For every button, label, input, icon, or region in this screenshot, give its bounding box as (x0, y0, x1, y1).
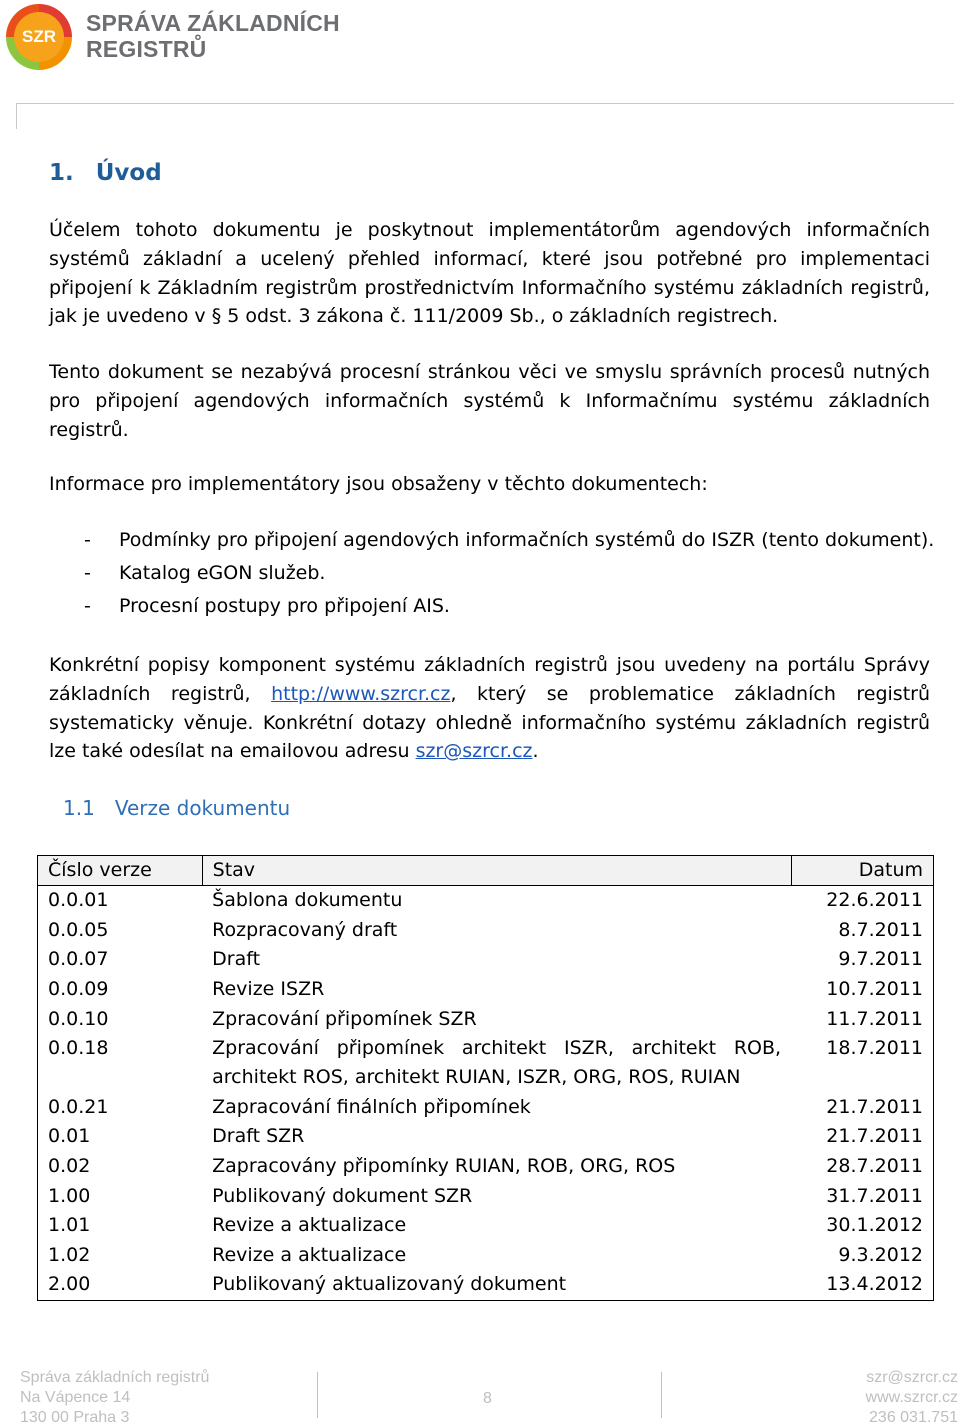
cell-version: 2.00 (48, 1273, 91, 1296)
portal-link[interactable]: http://www.szrcr.cz (271, 682, 451, 705)
paragraph-portal: Konkrétní popisy komponent systému základních registrů jsou uvedeny na portálu Správy základních registrů, http://www.szrcr.cz, který se problematice základních registrů systematicky věnuje. Konkrétní dotazy ohledně informačního systému základních registrů lze také odesílat na emailovou adresu szr@szrcr.cz. (49, 654, 931, 763)
table-row (38, 1270, 934, 1300)
paragraph-info-intro: Informace pro implementátory jsou obsaženy v těchto dokumentech: (49, 473, 708, 495)
cell-date: 18.7.2011 (826, 1037, 923, 1060)
footer-contact: szr@szrcr.cz www.szrcr.cz 236 031.751 (865, 1369, 958, 1426)
cell-date: 21.7.2011 (826, 1095, 923, 1118)
cell-date: 9.7.2011 (838, 948, 923, 971)
table-row (38, 916, 934, 946)
cell-version: 1.01 (48, 1214, 91, 1237)
cell-date: 9.3.2012 (838, 1243, 923, 1266)
header-datum: Datum (791, 856, 933, 886)
cell-status: Zpracování připomínek architekt ISZR, architekt ROB, architekt ROS, architekt RUIAN, ISZR, ORG, ROS, RUIAN (212, 1037, 782, 1089)
cell-date: 30.1.2012 (826, 1214, 923, 1237)
cell-version: 0.02 (48, 1155, 91, 1178)
table-row (38, 886, 934, 916)
table-row (38, 1122, 934, 1152)
cell-version: 0.0.05 (48, 918, 109, 941)
footer-divider (661, 1372, 662, 1418)
section-heading-uvod (49, 158, 162, 188)
cell-status: Draft (212, 948, 261, 971)
paragraph-purpose: Účelem tohoto dokumentu je poskytnout implementátorům agendových informačních systémů základní a ucelený přehled informací, které jsou potřebné pro implementaci připojení k Základním registrům prostřednictvím Informačního systému základních registrů, jak je uvedeno v § 5 odst. 3 zákona č. 111/2009 Sb., o základních registrech. (49, 219, 930, 328)
table-header-row (38, 856, 934, 886)
section-heading-verze (63, 795, 290, 821)
table-row (38, 1004, 934, 1034)
cell-date: 31.7.2011 (826, 1184, 923, 1207)
table-row (38, 1034, 934, 1093)
list-item: - Procesní postupy pro připojení AIS. (84, 595, 450, 617)
table-row (38, 1211, 934, 1241)
cell-date: 10.7.2011 (826, 978, 923, 1001)
cell-date: 28.7.2011 (826, 1155, 923, 1178)
table-row (38, 1181, 934, 1211)
cell-status: Publikovaný aktualizovaný dokument (212, 1273, 567, 1296)
org-name-line2: REGISTRŮ (86, 36, 207, 62)
paragraph-scope: Tento dokument se nezabývá procesní stránkou věci ve smyslu správních procesů nutných pro připojení agendových informačních systémů k Informačnímu systému základních registrů. (49, 361, 930, 441)
cell-version: 0.01 (48, 1125, 91, 1148)
document-list (84, 524, 944, 623)
cell-date: 21.7.2011 (826, 1125, 923, 1148)
cell-status: Zpracování připomínek SZR (212, 1007, 477, 1030)
header-stav: Stav (202, 856, 791, 886)
email-link[interactable]: szr@szrcr.cz (415, 740, 533, 763)
cell-date: 22.6.2011 (826, 889, 923, 912)
table-row (38, 1241, 934, 1271)
cell-status: Rozpracovaný draft (212, 918, 398, 941)
footer-address: Správa základních registrů Na Vápence 14 130 00 Praha 3 (20, 1369, 210, 1426)
cell-status: Zapracovány připomínky RUIAN, ROB, ORG, ROS (212, 1155, 676, 1178)
cell-status: Draft SZR (212, 1125, 305, 1148)
szr-logo (6, 4, 72, 70)
cell-status: Revize a aktualizace (212, 1243, 407, 1266)
cell-date: 13.4.2012 (826, 1273, 923, 1296)
cell-version: 0.0.10 (48, 1007, 109, 1030)
table-row (38, 1152, 934, 1182)
list-item: - Katalog eGON služeb. (84, 562, 326, 584)
table-row (38, 945, 934, 975)
list-item: - Podmínky pro připojení agendových informačních systémů do ISZR (tento dokument). (84, 529, 935, 551)
subsection-title: Verze dokumentu (114, 796, 291, 820)
cell-status: Revize a aktualizace (212, 1214, 407, 1237)
section-number: 1. (49, 160, 74, 186)
cell-date: 8.7.2011 (838, 918, 923, 941)
version-table (37, 855, 934, 1301)
header-cislo-verze: Číslo verze (38, 856, 203, 886)
cell-version: 0.0.18 (48, 1037, 109, 1060)
cell-version: 0.0.01 (48, 889, 109, 912)
cell-status: Revize ISZR (212, 978, 325, 1001)
header-rule (16, 103, 954, 104)
page-number: 8 (483, 1390, 492, 1407)
section-title: Úvod (95, 160, 162, 186)
table-row (38, 975, 934, 1005)
footer-divider (317, 1372, 318, 1418)
cell-version: 0.0.21 (48, 1095, 109, 1118)
cell-version: 0.0.07 (48, 948, 109, 971)
subsection-number: 1.1 (63, 796, 95, 820)
header-tick (16, 103, 17, 129)
cell-version: 0.0.09 (48, 978, 109, 1001)
cell-status: Zapracování finálních připomínek (212, 1095, 531, 1118)
cell-status: Publikovaný dokument SZR (212, 1184, 473, 1207)
org-name-line1: SPRÁVA ZÁKLADNÍCH (86, 10, 340, 36)
logo-text: SZR (14, 12, 64, 62)
cell-status: Šablona dokumentu (212, 889, 403, 912)
cell-version: 1.02 (48, 1243, 91, 1266)
cell-date: 11.7.2011 (826, 1007, 923, 1030)
table-row (38, 1093, 934, 1123)
cell-version: 1.00 (48, 1184, 91, 1207)
org-name (86, 10, 340, 62)
